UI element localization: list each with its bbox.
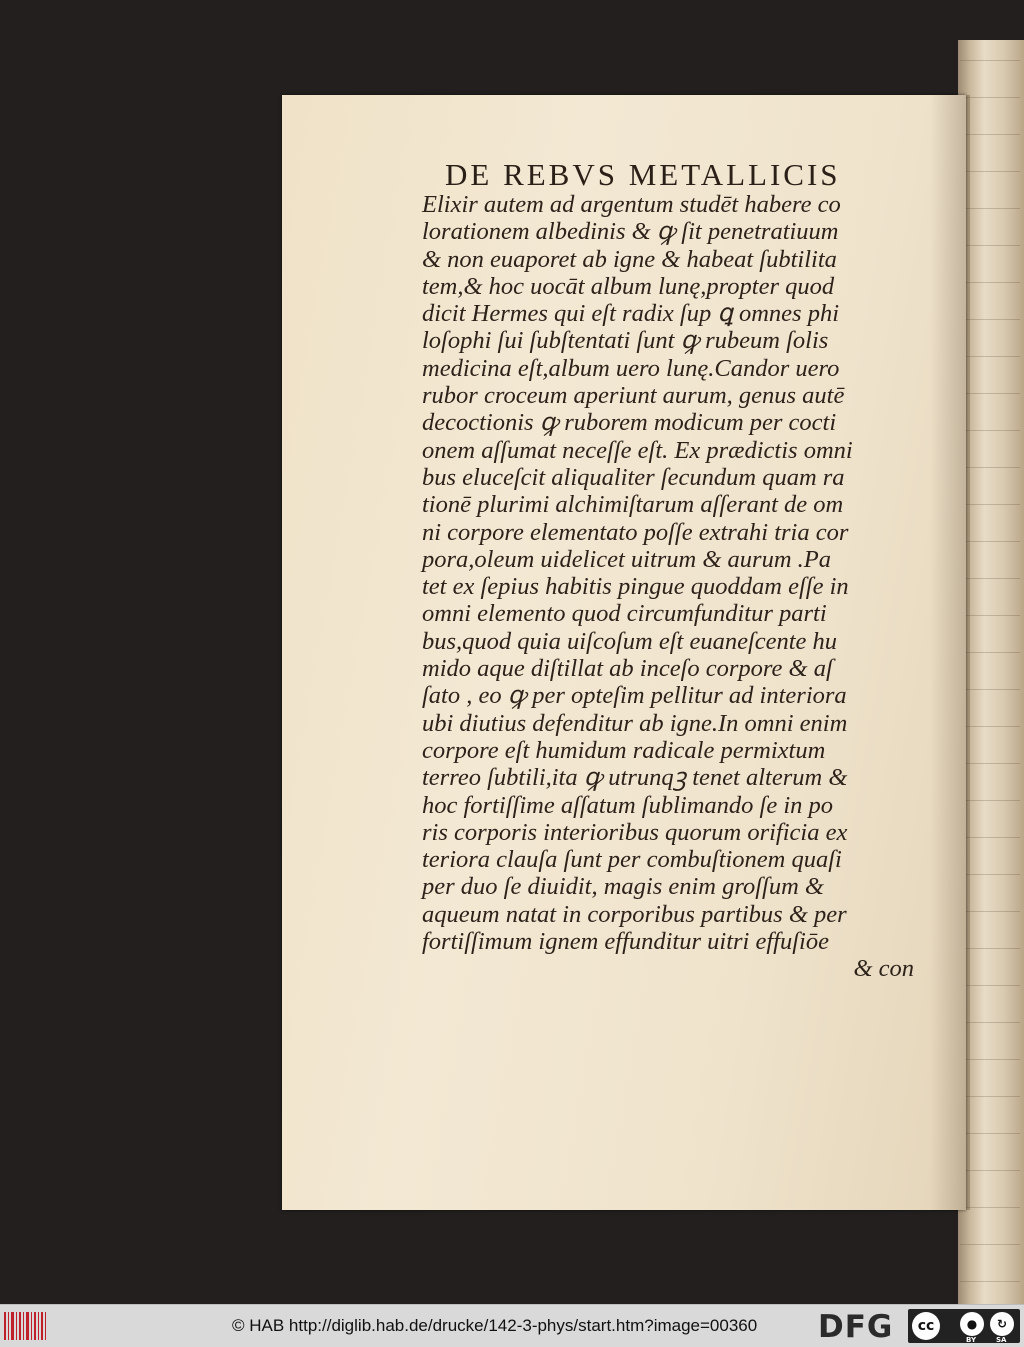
text-line: ubi diutius defenditur ab igne.In omni enim [422, 709, 848, 737]
barcode-bar [23, 1312, 24, 1340]
text-line: tionē plurimi alchimiſtarum aſſerant de om [422, 491, 844, 519]
barcode-bar [38, 1312, 39, 1340]
text-line: medicina eſt,album uero lunę.Candor uero [422, 354, 840, 382]
dfg-logo: DFG [818, 1309, 894, 1345]
barcode-bar [19, 1312, 21, 1340]
page-edge-line [960, 1281, 1020, 1282]
gutter-shadow [930, 95, 970, 1210]
barcode-bar [26, 1312, 29, 1340]
text-line: ſato , eo ꝙ per opteſim pellitur ad interiora [422, 682, 847, 710]
cc-icon: cc [912, 1312, 940, 1340]
barcode-bar [8, 1312, 9, 1340]
barcode-bar [11, 1312, 14, 1340]
footer-bar [0, 1304, 1024, 1347]
cc-by-label: BY [966, 1336, 977, 1344]
text-block [422, 191, 922, 983]
running-head: DE REBVS METALLICIS [445, 157, 841, 192]
cc-sa-label: SA [996, 1336, 1007, 1344]
cc-license-badge[interactable] [908, 1309, 1020, 1343]
text-line: tem,& hoc uocāt album lunę,propter quod [422, 272, 835, 300]
text-line: decoctionis ꝙ ruborem modicum per cocti [422, 409, 837, 437]
text-line: hoc fortiſſime aſſatum ſublimando ſe in po [422, 791, 834, 819]
text-line: bus eluceſcit aliqualiter ſecundum quam ra [422, 463, 845, 491]
text-line: terreo ſubtili,ita ꝙ utrunqꝫ tenet alterum & [422, 764, 848, 792]
text-line: omni elemento quod circumfunditur parti [422, 600, 827, 628]
barcode-bar [41, 1312, 43, 1340]
barcode-bar [31, 1312, 32, 1340]
citation-link[interactable]: © HAB http://diglib.hab.de/drucke/142-3-phys/start.htm?image=00360 [232, 1316, 758, 1335]
by-person-icon: ● [960, 1312, 984, 1336]
sa-share-icon: ↻ [990, 1312, 1014, 1336]
text-line: fortiſſimum ignem effunditur uitri effuſiōe [422, 928, 829, 956]
text-line: pora,oleum uidelicet uitrum & aurum .Pa [422, 545, 831, 573]
page-edge-line [960, 60, 1020, 61]
page-edge-line [960, 1244, 1020, 1245]
book-page [282, 95, 966, 1210]
text-line: dicit Hermes qui eſt radix ſup ꝗ omnes phi [422, 300, 840, 328]
text-line: tet ex ſepius habitis pingue quoddam eſſe in [422, 573, 849, 601]
catchword: & con [853, 955, 914, 983]
text-line: bus,quod quia uiſcoſum eſt euaneſcente hu [422, 627, 838, 655]
barcode-bar [34, 1312, 36, 1340]
text-line: mido aque diſtillat ab inceſo corpore & aſ [422, 655, 833, 683]
text-line: Elixir autem ad argentum studēt habere co [422, 191, 841, 218]
barcode-bar [16, 1312, 17, 1340]
text-line: ris corporis interioribus quorum orificia ex [422, 818, 848, 846]
text-line: ni corpore elementato poſſe extrahi tria cor [422, 518, 849, 546]
text-line: loſophi ſui ſubſtentati ſunt ꝙ rubeum ſolis [422, 327, 829, 355]
barcode-bar [4, 1312, 6, 1340]
text-line: corpore eſt humidum radicale permixtum [422, 736, 826, 764]
barcode-bar [45, 1312, 46, 1340]
text-line: per duo ſe diuidit, magis enim groſſum & [422, 873, 824, 901]
hab-barcode-logo [4, 1312, 48, 1340]
text-line: lorationem albedinis & ꝙ ſit penetratiuum [422, 218, 839, 246]
text-line: rubor croceum aperiunt aurum, genus autē [422, 382, 845, 410]
text-line: aqueum natat in corporibus partibus & per [422, 900, 847, 928]
text-line: onem aſſumat neceſſe eſt. Ex prædictis omni [422, 436, 853, 464]
text-line: teriora clauſa ſunt per combuſtionem quaſi [422, 846, 842, 874]
text-line: & non euaporet ab igne & habeat ſubtilita [422, 245, 837, 273]
